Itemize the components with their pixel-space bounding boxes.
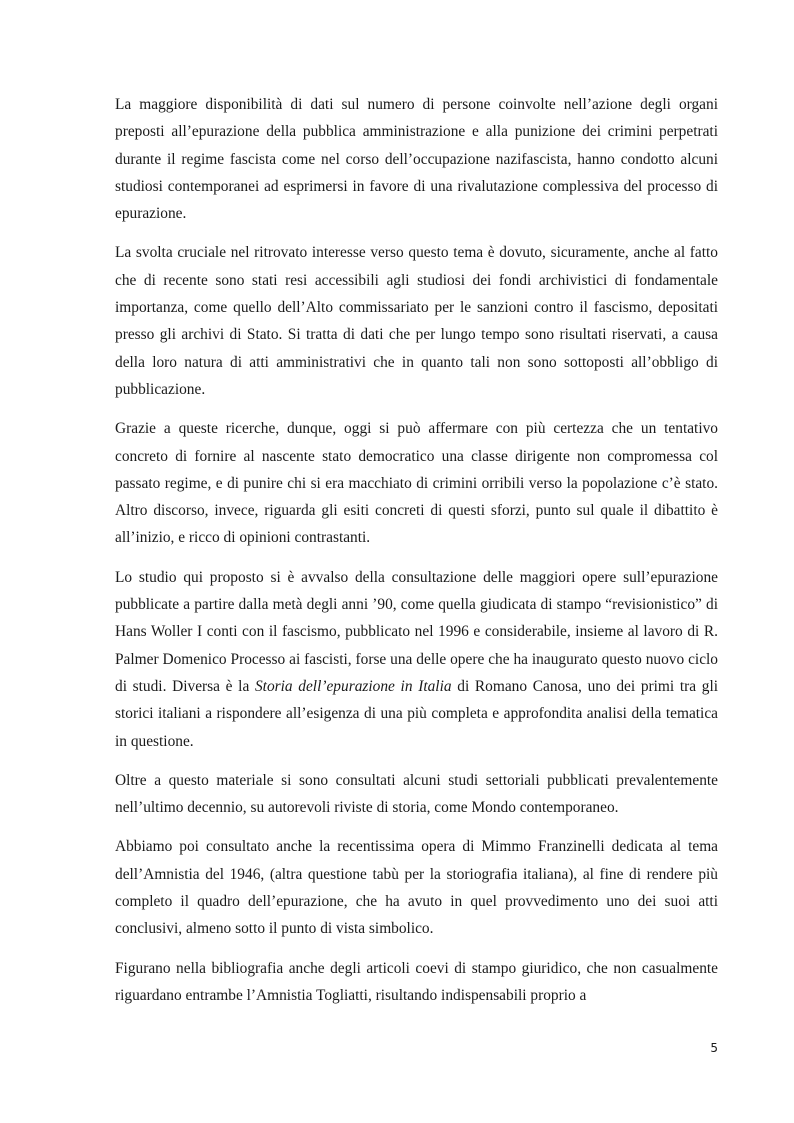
paragraph-2-text: La svolta cruciale nel ritrovato interesse verso questo tema è dovuto, sicuramente, anche al fatto che di recente sono stati resi accessibili agli studiosi dei fondi archivistici di fondamentale importanza, come quello dell’Alto commissariato per le sanzioni contro il fascismo, depositati presso gli archivi di Stato. Si tratta di dati che per lungo tempo sono risultati riservati, a causa della loro natura di atti amministrativi che in quanto tali non sono sottoposti all’obbligo di pubblicazione. bbox=[115, 244, 718, 398]
paragraph-7 bbox=[115, 955, 718, 1010]
paragraph-6-text: Abbiamo poi consultato anche la recentissima opera di Mimmo Franzinelli dedicata al tema dell’Amnistia del 1946, (altra questione tabù per la storiografia italiana), al fine di rendere più completo il quadro dell’epurazione, che ha avuto in quel provvedimento uno dei suoi atti conclusivi, almeno sotto il punto di vista simbolico. bbox=[115, 838, 718, 938]
page-number: 5 bbox=[710, 1041, 718, 1055]
paragraph-4 bbox=[115, 564, 718, 755]
paragraph-1-text: La maggiore disponibilità di dati sul numero di persone coinvolte nell’azione degli organi preposti all’epurazione della pubblica amministrazione e alla punizione dei crimini perpetrati durante il regime fascista come nel corso dell’occupazione nazifascista, hanno condotto alcuni studiosi contemporanei ad esprimersi in favore di una rivalutazione complessiva del processo di epurazione. bbox=[115, 96, 718, 223]
paragraph-5-text: Oltre a questo materiale si sono consultati alcuni studi settoriali pubblicati prevalentemente nell’ultimo decennio, su autorevoli riviste di storia, come Mondo contemporaneo. bbox=[115, 771, 718, 817]
body-text bbox=[115, 91, 718, 1021]
paragraph-5 bbox=[115, 767, 718, 822]
paragraph-3-text: Grazie a queste ricerche, dunque, oggi si può affermare con più certezza che un tentativo concreto di fornire al nascente stato democratico una classe dirigente non compromessa col passato regime, e di punire chi si era macchiato di crimini orribili verso la popolazione c’è stato. Altro discorso, invece, riguarda gli esiti concreti di questi sforzi, punto sul quale il dibattito è all’inizio, e ricco di opinioni contrastanti. bbox=[115, 420, 718, 547]
book-title-italic: Storia dell’epurazione in Italia bbox=[254, 677, 452, 695]
paragraph-3 bbox=[115, 415, 718, 551]
paragraph-7-text: Figurano nella bibliografia anche degli articoli coevi di stampo giuridico, che non casualmente riguardano entrambe l’Amnistia Togliatti, risultando indispensabili proprio a bbox=[115, 959, 718, 1004]
paragraph-2 bbox=[115, 239, 718, 403]
paragraph-6 bbox=[115, 833, 718, 942]
paragraph-4-text-b: di Romano Canosa, uno dei primi tra gli storici italiani a rispondere all’esigenza di una più completa e approfondita analisi della tematica in questione. bbox=[115, 677, 719, 750]
paragraph-4-text-a: Lo studio qui proposto si è avvalso della consultazione delle maggiori opere sull’epurazione pubblicate a partire dalla metà degli anni ’90, come quella giudicata di stampo “revisionistico” di Hans Woller I conti con il fascismo, pubblicato nel 1996 e considerabile, insieme al lavoro di R. Palmer Domenico Processo ai fascisti, forse una delle opere che ha inaugurato questo nuovo ciclo di studi. Diversa è la bbox=[115, 568, 718, 695]
paragraph-1 bbox=[115, 91, 718, 227]
